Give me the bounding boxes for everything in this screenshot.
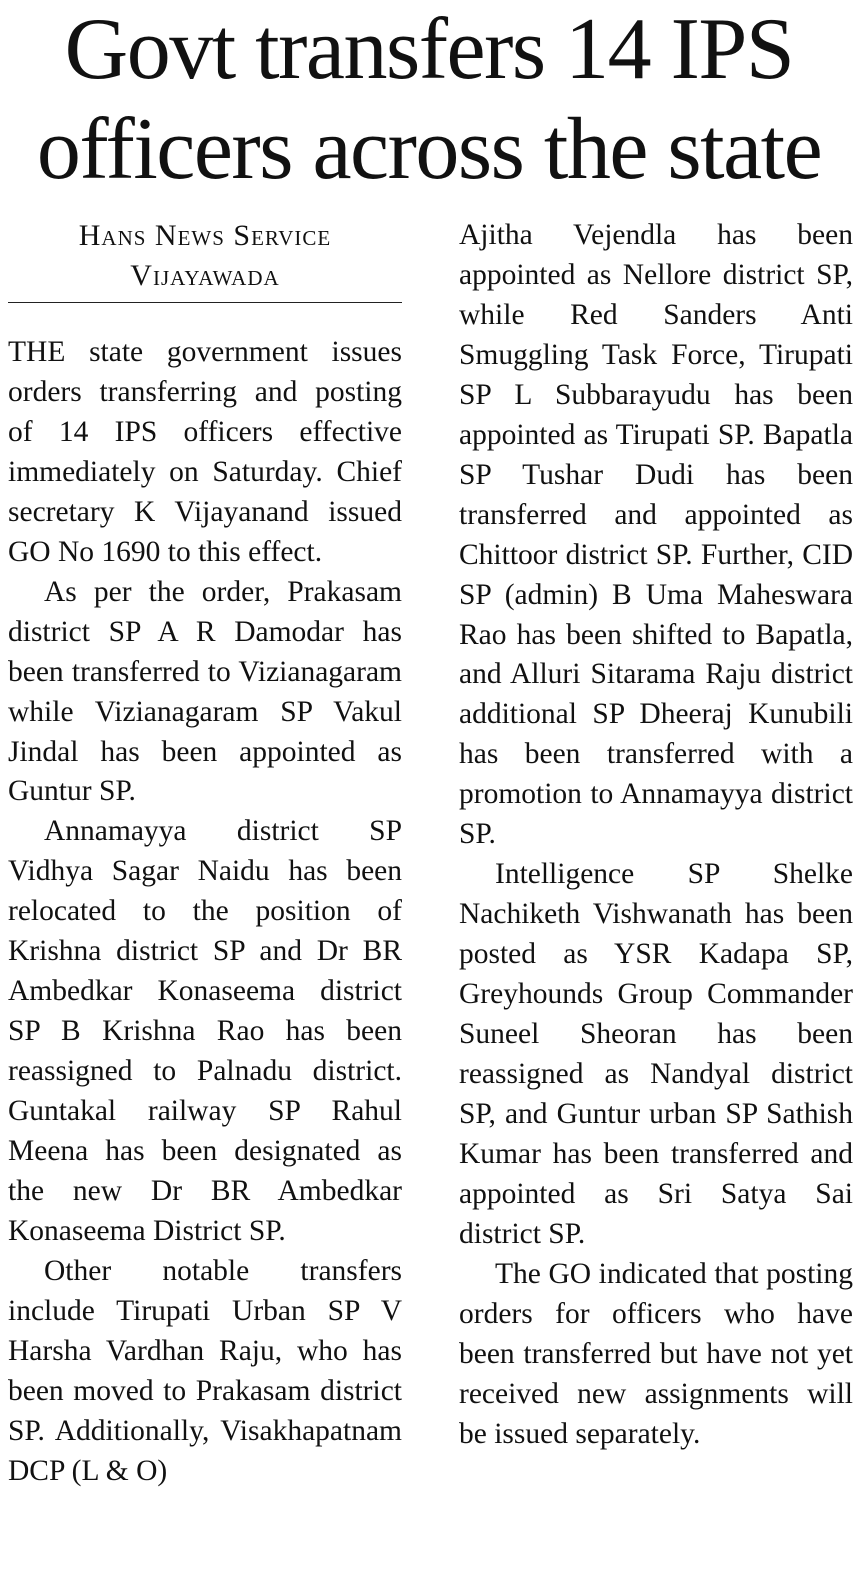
article-paragraph: The GO indicated that posting orders for officers who have been transferred but have not yet received new assignments will be issued separately. (459, 1257, 853, 1450)
byline-city: Vijayawada (130, 259, 280, 292)
article-paragraph: Annamayya district SP Vidhya Sagar Naidu has been relocated to the position of Krishna district SP and Dr BR Ambedkar Konaseema district SP B Krishna Rao has been reassigned to Palnadu district. Guntakal railway SP Rahul Meena has been designated as the new Dr BR Ambedkar Konaseema District SP. (8, 815, 402, 1247)
article-paragraph: THE state government issues orders transferring and posting of 14 IPS officers effective immediately on Saturday. Chief secretary K Vijayanand issued GO No 1690 to this effect. (8, 336, 402, 568)
article-paragraph: Other notable transfers include Tirupati Urban SP V Harsha Vardhan Raju, who has been moved to Prakasam district SP. Additionally, Visakhapatnam DCP (L & O) (8, 1254, 402, 1487)
byline-divider (8, 302, 402, 303)
headline-line-1: Govt transfers 14 IPS (64, 1, 794, 98)
article-paragraph: As per the order, Prakasam district SP A R Damodar has been transferred to Vizianagaram while Vizianagaram SP Vakul Jindal has been appointed as Guntur SP. (8, 575, 402, 808)
left-column (8, 216, 402, 1492)
headline (6, 0, 852, 200)
byline-agency: Hans News Service (78, 219, 332, 252)
article-paragraph: Ajitha Vejendla has been appointed as Nellore district SP, while Red Sanders Anti Smuggling Task Force, Tirupati SP L Subbarayudu has been appointed as Tirupati SP. Bapatla SP Tushar Dudi has been transferred and appointed as Chittoor district SP. Further, CID SP (admin) B Uma Maheswara Rao has been shifted to Bapatla, and Alluri Sitarama Raju district additional SP Dheeraj Kunubili has been transferred with a promotion to Annamayya district SP. (459, 219, 853, 851)
right-column (459, 216, 853, 1455)
article-paragraph: Intelligence SP Shelke Nachiketh Vishwanath has been posted as YSR Kadapa SP, Greyhounds Group Commander Suneel Sheoran has been reassigned as Nandyal district SP, and Guntur urban SP Sathish Kumar has been transferred and appointed as Sri Satya Sai district SP. (459, 858, 853, 1250)
headline-line-2: officers across the state (36, 101, 822, 198)
